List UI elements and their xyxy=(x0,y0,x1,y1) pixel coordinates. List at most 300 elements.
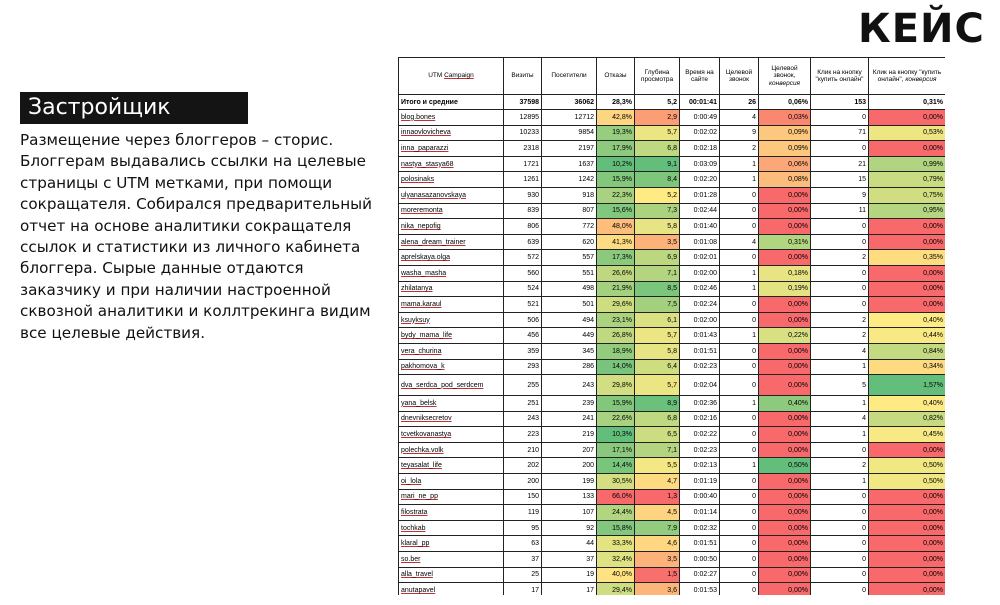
table-row xyxy=(399,156,946,172)
cell-campaign-name: ulyanasazanovskaya xyxy=(399,187,504,203)
total-label: Итого и средние xyxy=(399,95,504,110)
cell-clicks: 71 xyxy=(811,125,869,141)
cell-visits: 359 xyxy=(504,343,542,359)
table-row xyxy=(399,520,946,536)
cell-bounces: 15,9% xyxy=(597,396,635,412)
cell-calls-conversion: 0,00% xyxy=(759,552,811,568)
cell-campaign-name: yana_belsk xyxy=(399,396,504,412)
cell-campaign-name: alla_travel xyxy=(399,567,504,583)
table-row xyxy=(399,375,946,396)
header-visits: Визиты xyxy=(504,58,542,95)
cell-visits: 25 xyxy=(504,567,542,583)
cell-bounces: 29,4% xyxy=(597,583,635,595)
cell-clicks: 1 xyxy=(811,474,869,490)
cell-clicks: 2 xyxy=(811,328,869,344)
cell-calls: 0 xyxy=(720,442,759,458)
cell-time-on-site: 0:02:01 xyxy=(680,250,720,266)
case-title: КЕЙС xyxy=(858,6,985,52)
table-row xyxy=(399,458,946,474)
cell-visitors: 44 xyxy=(542,536,597,552)
cell-visitors: 286 xyxy=(542,359,597,375)
cell-depth: 6,4 xyxy=(635,359,680,375)
cell-depth: 7,1 xyxy=(635,265,680,281)
cell-depth: 7,1 xyxy=(635,442,680,458)
cell-campaign-name: tcvetkovanastya xyxy=(399,427,504,443)
cell-calls: 0 xyxy=(720,583,759,595)
cell-calls: 0 xyxy=(720,489,759,505)
cell-clicks: 1 xyxy=(811,359,869,375)
cell-campaign-name: polechka.volk xyxy=(399,442,504,458)
table-row xyxy=(399,442,946,458)
cell-bounces: 17,3% xyxy=(597,250,635,266)
cell-clicks-conversion: 0,40% xyxy=(869,396,946,412)
cell-bounces: 15,9% xyxy=(597,172,635,188)
cell-depth: 1,3 xyxy=(635,489,680,505)
cell-visitors: 200 xyxy=(542,458,597,474)
cell-visits: 63 xyxy=(504,536,542,552)
cell-calls: 0 xyxy=(720,552,759,568)
cell-time-on-site: 0:02:18 xyxy=(680,141,720,157)
cell-time-on-site: 0:02:44 xyxy=(680,203,720,219)
cell-campaign-name: pakhomova_k xyxy=(399,359,504,375)
cell-calls-conversion: 0,09% xyxy=(759,141,811,157)
cell-clicks: 0 xyxy=(811,552,869,568)
cell-calls-conversion: 0,00% xyxy=(759,297,811,313)
cell-calls-conversion: 0,03% xyxy=(759,110,811,126)
cell-time-on-site: 0:01:53 xyxy=(680,583,720,595)
cell-calls: 0 xyxy=(720,312,759,328)
cell-clicks: 1 xyxy=(811,427,869,443)
cell-time-on-site: 0:02:22 xyxy=(680,427,720,443)
cell-clicks: 0 xyxy=(811,297,869,313)
cell-depth: 7,3 xyxy=(635,203,680,219)
cell-visitors: 620 xyxy=(542,234,597,250)
cell-campaign-name: anutapavel xyxy=(399,583,504,595)
cell-bounces: 29,6% xyxy=(597,297,635,313)
cell-calls-conversion: 0,00% xyxy=(759,219,811,235)
header-calls: Целевой звонок xyxy=(720,58,759,95)
total-clicks-conversion: 0,31% xyxy=(869,95,946,110)
cell-bounces: 10,2% xyxy=(597,156,635,172)
cell-visits: 150 xyxy=(504,489,542,505)
cell-time-on-site: 0:01:51 xyxy=(680,343,720,359)
cell-campaign-name: innaovlovicheva xyxy=(399,125,504,141)
cell-visits: 12895 xyxy=(504,110,542,126)
cell-time-on-site: 0:02:00 xyxy=(680,312,720,328)
cell-clicks-conversion: 0,00% xyxy=(869,567,946,583)
cell-campaign-name: klaral_pp xyxy=(399,536,504,552)
cell-campaign-name: blog.bones xyxy=(399,110,504,126)
cell-visitors: 345 xyxy=(542,343,597,359)
total-bounces: 28,3% xyxy=(597,95,635,110)
cell-clicks: 21 xyxy=(811,156,869,172)
cell-calls-conversion: 0,00% xyxy=(759,411,811,427)
cell-time-on-site: 0:02:00 xyxy=(680,265,720,281)
total-clicks: 153 xyxy=(811,95,869,110)
table-row xyxy=(399,552,946,568)
total-row xyxy=(399,95,946,110)
cell-calls: 0 xyxy=(720,297,759,313)
cell-visits: 251 xyxy=(504,396,542,412)
cell-clicks: 0 xyxy=(811,219,869,235)
cell-campaign-name: bydy_mama_life xyxy=(399,328,504,344)
cell-visitors: 807 xyxy=(542,203,597,219)
cell-calls: 0 xyxy=(720,203,759,219)
cell-clicks-conversion: 0,00% xyxy=(869,234,946,250)
cell-campaign-name: so.ber xyxy=(399,552,504,568)
cell-bounces: 48,0% xyxy=(597,219,635,235)
cell-depth: 9,1 xyxy=(635,156,680,172)
cell-clicks: 9 xyxy=(811,187,869,203)
cell-clicks: 0 xyxy=(811,567,869,583)
cell-calls-conversion: 0,00% xyxy=(759,187,811,203)
cell-calls: 0 xyxy=(720,343,759,359)
table-header-row xyxy=(399,58,946,95)
cell-depth: 4,6 xyxy=(635,536,680,552)
cell-calls-conversion: 0,00% xyxy=(759,359,811,375)
table-row xyxy=(399,297,946,313)
cell-clicks: 2 xyxy=(811,458,869,474)
cell-calls: 2 xyxy=(720,141,759,157)
cell-clicks: 0 xyxy=(811,234,869,250)
cell-calls: 0 xyxy=(720,505,759,521)
cell-bounces: 33,3% xyxy=(597,536,635,552)
cell-visitors: 2197 xyxy=(542,141,597,157)
cell-clicks: 1 xyxy=(811,396,869,412)
cell-calls-conversion: 0,00% xyxy=(759,442,811,458)
cell-time-on-site: 0:00:40 xyxy=(680,489,720,505)
cell-calls-conversion: 0,31% xyxy=(759,234,811,250)
table-row xyxy=(399,141,946,157)
cell-visitors: 243 xyxy=(542,375,597,396)
cell-calls-conversion: 0,08% xyxy=(759,172,811,188)
cell-time-on-site: 0:02:13 xyxy=(680,458,720,474)
cell-visitors: 92 xyxy=(542,520,597,536)
cell-campaign-name: dnevniksecretov xyxy=(399,411,504,427)
total-visitors: 36062 xyxy=(542,95,597,110)
cell-clicks: 15 xyxy=(811,172,869,188)
cell-clicks: 0 xyxy=(811,505,869,521)
cell-bounces: 32,4% xyxy=(597,552,635,568)
cell-campaign-name: washa_masha xyxy=(399,265,504,281)
cell-depth: 6,9 xyxy=(635,250,680,266)
cell-clicks-conversion: 0,44% xyxy=(869,328,946,344)
cell-visits: 930 xyxy=(504,187,542,203)
cell-depth: 5,8 xyxy=(635,343,680,359)
cell-clicks: 11 xyxy=(811,203,869,219)
cell-calls: 0 xyxy=(720,359,759,375)
cell-calls: 1 xyxy=(720,396,759,412)
cell-time-on-site: 0:02:20 xyxy=(680,172,720,188)
cell-clicks: 2 xyxy=(811,312,869,328)
cell-depth: 5,7 xyxy=(635,375,680,396)
cell-clicks-conversion: 0,00% xyxy=(869,141,946,157)
cell-bounces: 18,9% xyxy=(597,343,635,359)
cell-depth: 6,8 xyxy=(635,411,680,427)
cell-bounces: 40,0% xyxy=(597,567,635,583)
cell-calls: 1 xyxy=(720,458,759,474)
cell-visits: 560 xyxy=(504,265,542,281)
total-calls: 26 xyxy=(720,95,759,110)
cell-visits: 10233 xyxy=(504,125,542,141)
cell-calls-conversion: 0,19% xyxy=(759,281,811,297)
cell-calls: 0 xyxy=(720,219,759,235)
header-visitors: Посетители xyxy=(542,58,597,95)
cell-visits: 243 xyxy=(504,411,542,427)
cell-time-on-site: 0:01:43 xyxy=(680,328,720,344)
cell-clicks-conversion: 0,84% xyxy=(869,343,946,359)
cell-bounces: 29,8% xyxy=(597,375,635,396)
cell-bounces: 14,4% xyxy=(597,458,635,474)
cell-depth: 7,5 xyxy=(635,297,680,313)
table-row xyxy=(399,187,946,203)
cell-visits: 293 xyxy=(504,359,542,375)
cell-visits: 506 xyxy=(504,312,542,328)
cell-clicks: 0 xyxy=(811,110,869,126)
cell-calls: 4 xyxy=(720,110,759,126)
cell-time-on-site: 0:02:16 xyxy=(680,411,720,427)
cell-calls-conversion: 0,00% xyxy=(759,203,811,219)
cell-depth: 2,9 xyxy=(635,110,680,126)
cell-visitors: 1242 xyxy=(542,172,597,188)
cell-bounces: 22,6% xyxy=(597,411,635,427)
table-row xyxy=(399,359,946,375)
cell-clicks-conversion: 0,53% xyxy=(869,125,946,141)
cell-campaign-name: moreremonta xyxy=(399,203,504,219)
cell-visitors: 449 xyxy=(542,328,597,344)
cell-time-on-site: 0:00:49 xyxy=(680,110,720,126)
cell-visitors: 207 xyxy=(542,442,597,458)
cell-calls: 0 xyxy=(720,536,759,552)
cell-depth: 3,6 xyxy=(635,583,680,595)
cell-calls: 0 xyxy=(720,375,759,396)
table-row xyxy=(399,281,946,297)
section-title: Застройщик xyxy=(20,92,248,124)
cell-calls-conversion: 0,18% xyxy=(759,265,811,281)
cell-calls: 0 xyxy=(720,474,759,490)
cell-clicks-conversion: 0,40% xyxy=(869,312,946,328)
cell-calls: 9 xyxy=(720,125,759,141)
table-row xyxy=(399,396,946,412)
cell-calls-conversion: 0,00% xyxy=(759,520,811,536)
cell-clicks-conversion: 0,75% xyxy=(869,187,946,203)
cell-bounces: 14,0% xyxy=(597,359,635,375)
cell-calls: 1 xyxy=(720,156,759,172)
cell-visits: 95 xyxy=(504,520,542,536)
table-row xyxy=(399,265,946,281)
total-depth: 5,2 xyxy=(635,95,680,110)
cell-clicks-conversion: 0,00% xyxy=(869,110,946,126)
cell-visits: 223 xyxy=(504,427,542,443)
table-row xyxy=(399,328,946,344)
cell-bounces: 41,3% xyxy=(597,234,635,250)
cell-clicks: 0 xyxy=(811,489,869,505)
cell-visitors: 557 xyxy=(542,250,597,266)
cell-campaign-name: zhilatanya xyxy=(399,281,504,297)
cell-clicks-conversion: 0,79% xyxy=(869,172,946,188)
cell-calls-conversion: 0,00% xyxy=(759,583,811,595)
cell-visitors: 9854 xyxy=(542,125,597,141)
cell-depth: 6,5 xyxy=(635,427,680,443)
cell-clicks: 5 xyxy=(811,375,869,396)
cell-time-on-site: 0:02:04 xyxy=(680,375,720,396)
cell-visits: 1261 xyxy=(504,172,542,188)
cell-campaign-name: alena_dream_trainer xyxy=(399,234,504,250)
cell-bounces: 22,3% xyxy=(597,187,635,203)
table-row xyxy=(399,536,946,552)
cell-time-on-site: 0:01:28 xyxy=(680,187,720,203)
header-depth: Глубина просмотра xyxy=(635,58,680,95)
cell-campaign-name: inna_paparazzi xyxy=(399,141,504,157)
header-bounces: Отказы xyxy=(597,58,635,95)
cell-visits: 456 xyxy=(504,328,542,344)
table-row xyxy=(399,203,946,219)
cell-visits: 210 xyxy=(504,442,542,458)
cell-visits: 17 xyxy=(504,583,542,595)
cell-time-on-site: 0:01:51 xyxy=(680,536,720,552)
cell-clicks: 4 xyxy=(811,411,869,427)
cell-clicks: 0 xyxy=(811,536,869,552)
header-time: Время на сайте xyxy=(680,58,720,95)
cell-time-on-site: 0:01:14 xyxy=(680,505,720,521)
cell-calls-conversion: 0,50% xyxy=(759,458,811,474)
cell-visits: 119 xyxy=(504,505,542,521)
cell-visitors: 1637 xyxy=(542,156,597,172)
cell-visits: 521 xyxy=(504,297,542,313)
cell-visitors: 19 xyxy=(542,567,597,583)
cell-visits: 202 xyxy=(504,458,542,474)
cell-calls-conversion: 0,00% xyxy=(759,536,811,552)
cell-clicks-conversion: 0,00% xyxy=(869,520,946,536)
cell-calls-conversion: 0,00% xyxy=(759,474,811,490)
cell-campaign-name: nastya_stasya68 xyxy=(399,156,504,172)
cell-calls: 1 xyxy=(720,281,759,297)
table-row xyxy=(399,250,946,266)
cell-depth: 6,8 xyxy=(635,141,680,157)
cell-time-on-site: 0:02:02 xyxy=(680,125,720,141)
cell-visitors: 551 xyxy=(542,265,597,281)
cell-depth: 5,7 xyxy=(635,125,680,141)
cell-time-on-site: 0:02:32 xyxy=(680,520,720,536)
cell-visitors: 498 xyxy=(542,281,597,297)
cell-calls-conversion: 0,00% xyxy=(759,489,811,505)
table-row xyxy=(399,505,946,521)
cell-bounces: 15,8% xyxy=(597,520,635,536)
cell-bounces: 66,0% xyxy=(597,489,635,505)
cell-clicks-conversion: 0,00% xyxy=(869,281,946,297)
cell-calls-conversion: 0,00% xyxy=(759,250,811,266)
total-calls-conversion: 0,06% xyxy=(759,95,811,110)
cell-calls: 4 xyxy=(720,234,759,250)
cell-clicks-conversion: 0,00% xyxy=(869,442,946,458)
cell-clicks: 0 xyxy=(811,520,869,536)
cell-time-on-site: 0:00:50 xyxy=(680,552,720,568)
cell-visits: 255 xyxy=(504,375,542,396)
cell-clicks-conversion: 0,82% xyxy=(869,411,946,427)
cell-campaign-name: ksuyksuy xyxy=(399,312,504,328)
cell-clicks-conversion: 1,57% xyxy=(869,375,946,396)
cell-time-on-site: 0:02:23 xyxy=(680,442,720,458)
cell-clicks: 4 xyxy=(811,343,869,359)
cell-campaign-name: aprelskaya.olga xyxy=(399,250,504,266)
cell-clicks-conversion: 0,00% xyxy=(869,552,946,568)
cell-campaign-name: dva_serdca_pod_serdcem xyxy=(399,375,504,396)
cell-clicks-conversion: 0,99% xyxy=(869,156,946,172)
cell-calls-conversion: 0,22% xyxy=(759,328,811,344)
description-text: Размещение через блоггеров – сторис. Блоггерам выдавались ссылки на целевые страницы с UTM метками, при помощи сокращателя. Собирался предварительный отчет на основе аналитики сокращателя ссылок и статистики из личного кабинета блоггера. Сырые данные отдаются заказчику и при наличии настроенной сквозной аналитики и коллтрекинга видим все целевые действия. xyxy=(20,131,372,342)
cell-bounces: 26,6% xyxy=(597,265,635,281)
cell-bounces: 19,3% xyxy=(597,125,635,141)
cell-calls-conversion: 0,09% xyxy=(759,125,811,141)
cell-campaign-name: filostrata xyxy=(399,505,504,521)
cell-bounces: 26,8% xyxy=(597,328,635,344)
cell-campaign-name: polosinaks xyxy=(399,172,504,188)
cell-depth: 8,5 xyxy=(635,281,680,297)
table-row xyxy=(399,110,946,126)
cell-campaign-name: tochkab xyxy=(399,520,504,536)
cell-clicks: 0 xyxy=(811,281,869,297)
cell-bounces: 15,6% xyxy=(597,203,635,219)
cell-calls-conversion: 0,00% xyxy=(759,312,811,328)
cell-campaign-name: mari_ne_pp xyxy=(399,489,504,505)
cell-depth: 6,1 xyxy=(635,312,680,328)
cell-bounces: 42,8% xyxy=(597,110,635,126)
cell-calls-conversion: 0,40% xyxy=(759,396,811,412)
cell-bounces: 10,3% xyxy=(597,427,635,443)
cell-clicks-conversion: 0,00% xyxy=(869,297,946,313)
cell-calls: 0 xyxy=(720,187,759,203)
cell-clicks-conversion: 0,34% xyxy=(869,359,946,375)
cell-visitors: 17 xyxy=(542,583,597,595)
cell-bounces: 21,9% xyxy=(597,281,635,297)
cell-depth: 4,5 xyxy=(635,505,680,521)
cell-time-on-site: 0:03:09 xyxy=(680,156,720,172)
cell-visitors: 107 xyxy=(542,505,597,521)
cell-depth: 8,4 xyxy=(635,172,680,188)
cell-depth: 5,2 xyxy=(635,187,680,203)
cell-visitors: 199 xyxy=(542,474,597,490)
cell-visits: 37 xyxy=(504,552,542,568)
cell-clicks: 2 xyxy=(811,250,869,266)
cell-depth: 5,7 xyxy=(635,328,680,344)
header-clicks: Клик на кнопку "купить онлайн" xyxy=(811,58,869,95)
cell-time-on-site: 0:02:24 xyxy=(680,297,720,313)
cell-time-on-site: 0:01:08 xyxy=(680,234,720,250)
cell-visitors: 37 xyxy=(542,552,597,568)
cell-clicks-conversion: 0,00% xyxy=(869,536,946,552)
cell-clicks-conversion: 0,00% xyxy=(869,265,946,281)
cell-depth: 8,9 xyxy=(635,396,680,412)
table-row xyxy=(399,172,946,188)
cell-visitors: 494 xyxy=(542,312,597,328)
cell-clicks: 0 xyxy=(811,141,869,157)
cell-calls-conversion: 0,00% xyxy=(759,505,811,521)
cell-visitors: 241 xyxy=(542,411,597,427)
cell-visitors: 918 xyxy=(542,187,597,203)
table-row xyxy=(399,219,946,235)
cell-clicks-conversion: 0,50% xyxy=(869,458,946,474)
cell-depth: 5,8 xyxy=(635,219,680,235)
cell-visitors: 219 xyxy=(542,427,597,443)
cell-visitors: 133 xyxy=(542,489,597,505)
cell-clicks: 0 xyxy=(811,265,869,281)
cell-clicks-conversion: 0,00% xyxy=(869,505,946,521)
cell-visitors: 772 xyxy=(542,219,597,235)
cell-time-on-site: 0:01:19 xyxy=(680,474,720,490)
cell-clicks-conversion: 0,95% xyxy=(869,203,946,219)
table-row xyxy=(399,343,946,359)
cell-visits: 839 xyxy=(504,203,542,219)
